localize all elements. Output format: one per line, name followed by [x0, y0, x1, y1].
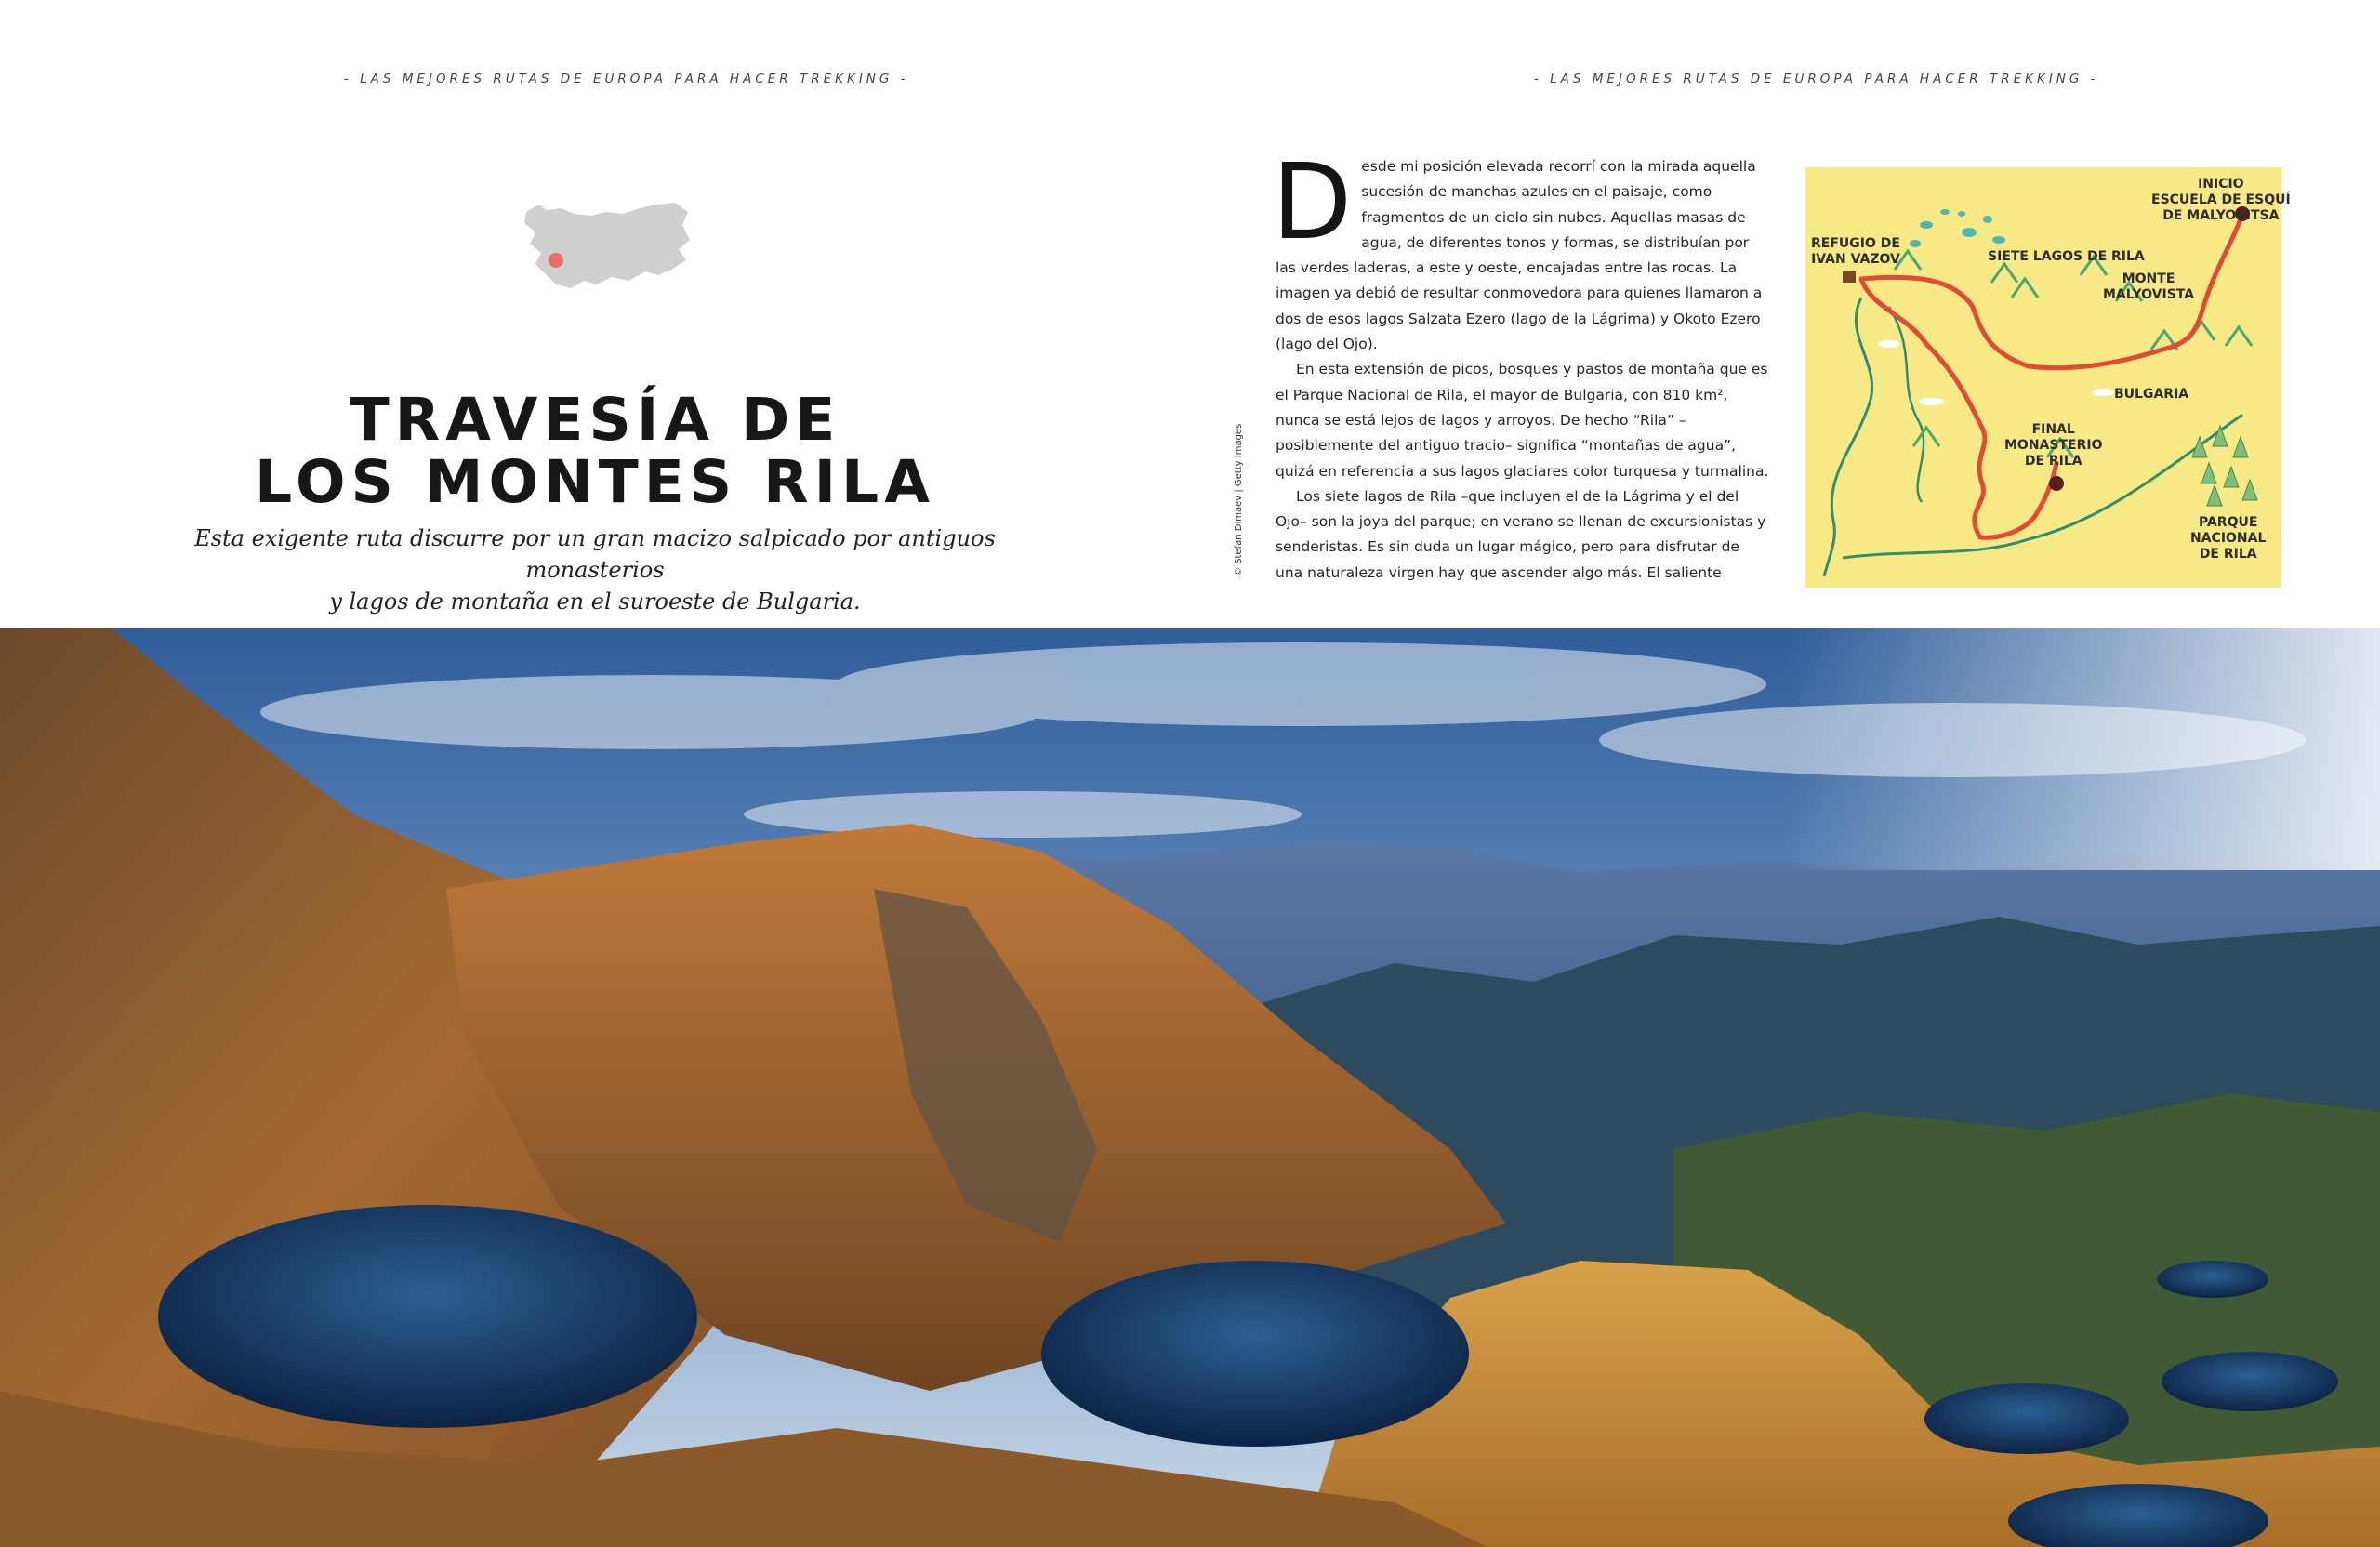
label-start-line-1: INICIO — [2198, 177, 2244, 192]
label-peak-line-2: MALYOVISTA — [2103, 287, 2195, 302]
lake-right-1 — [1924, 1383, 2129, 1454]
label-park — [2190, 515, 2266, 562]
photo-credit: © Stefan Dimaev | Getty Images — [1234, 423, 1244, 576]
drop-cap: D — [1272, 142, 1353, 263]
lake-left — [158, 1205, 697, 1428]
label-peak — [2103, 271, 2194, 303]
label-peak-line-1: MONTE — [2122, 271, 2175, 286]
article-subtitle — [149, 522, 1041, 617]
running-head-right: - LAS MEJORES RUTAS DE EUROPA PARA HACER TREKKING - — [1534, 72, 2099, 86]
label-start-line-2: ESCUELA DE ESQUÍ — [2151, 192, 2291, 207]
label-start-line-3: DE MALYOVITSA — [2162, 208, 2280, 223]
sky-fade-right — [0, 628, 2380, 870]
subtitle-line-2: y lagos de montaña en el suroeste de Bulgaria. — [329, 588, 861, 615]
article-body — [1272, 142, 1770, 586]
label-seven-lakes: SIETE LAGOS DE RILA — [1988, 249, 2145, 264]
lakes-cluster — [1910, 209, 2005, 247]
bulgaria-country-shape — [524, 203, 690, 288]
article-title-line-2: LOS MONTES RILA — [255, 448, 935, 516]
lake-right-2 — [2162, 1352, 2338, 1411]
label-end-line-1: FINAL — [2031, 422, 2075, 437]
label-refuge-line-2: IVAN VAZOV — [1811, 252, 1900, 267]
forest-icons — [2192, 426, 2257, 506]
label-end-line-2: MONASTERIO — [2004, 438, 2103, 453]
route-location-marker — [549, 253, 563, 268]
bulgaria-locator-map — [519, 195, 705, 307]
label-end-line-3: DE RILA — [2024, 454, 2082, 469]
label-end — [2004, 422, 2102, 469]
paragraph-2: En esta extensión de picos, bosques y pastos de montaña que es el Parque Nacional de Rila, el mayor de Bulgaria, con 810 km², nunca se está lejos de lagos y arroyos. De hecho “Rila” –posiblemente del antiguo tracio– significa “montañas de agua”, quizá en referencia a sus lagos glaciares color turquesa y turmalina. — [1276, 361, 1769, 480]
running-head-left: - LAS MEJORES RUTAS DE EUROPA PARA HACER TREKKING - — [344, 72, 909, 86]
label-park-line-2: NACIONAL — [2190, 531, 2267, 546]
paragraph-1: esde mi posición elevada recorrí con la mirada aquella sucesión de manchas azules en el paisaje, como fragmentos de un cielo sin nubes. Aquellas masas de agua, de diferentes tonos y formas, se distribuían por las verdes laderas, a este y oeste, encajadas entre las rocas. La imagen ya debió de resultar conmovedora para quienes llamaron a dos de esos lagos Salzata Ezero (lago de la Lágrima) y Okoto Ezero (lago del Ojo). — [1276, 158, 1763, 353]
paragraph-3: Los siete lagos de Rila –que incluyen el de la Lágrima y el del Ojo– son la joya del parque; en verano se llenan de excursionistas y senderistas. Es sin duda un lugar mágico, pero para disfrutar de una naturaleza virgen hay que ascender algo más. El saliente — [1276, 487, 1766, 581]
river-west — [1824, 298, 1872, 576]
subtitle-line-1: Esta exigente ruta discurre por un gran macizo salpicado por antiguos monasterios — [194, 525, 996, 583]
label-refuge-line-1: REFUGIO DE — [1811, 236, 1900, 251]
label-park-line-1: PARQUE — [2198, 515, 2258, 530]
label-country: BULGARIA — [2114, 387, 2189, 402]
label-park-line-3: DE RILA — [2199, 547, 2257, 562]
route-map — [1805, 167, 2291, 588]
label-start — [2151, 177, 2291, 224]
lake-center — [1041, 1261, 1469, 1447]
article-title-line-1: TRAVESÍA DE — [349, 386, 841, 454]
label-refuge — [1811, 236, 1900, 268]
lake-right-4 — [2157, 1261, 2268, 1298]
refuge-hut-icon — [1843, 271, 1856, 283]
rila-lakes-panorama-photo — [0, 628, 2380, 1547]
end-marker — [2049, 476, 2064, 491]
